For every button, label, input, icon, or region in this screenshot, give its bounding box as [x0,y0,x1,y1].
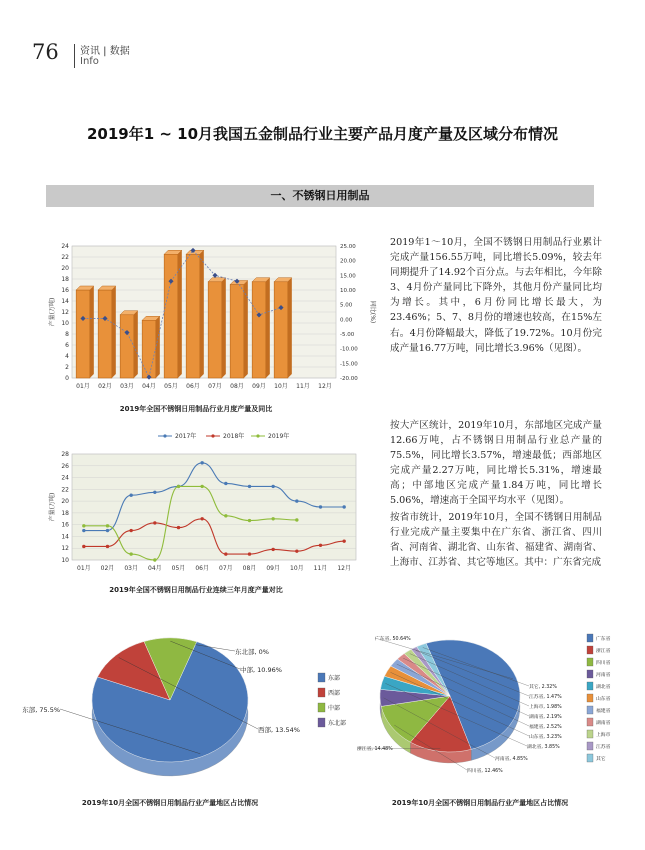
slice-label: 四川省, 12.46% [467,769,503,774]
y2-tick-label: -5.00 [340,332,355,338]
legend-label: 山东省 [596,697,611,702]
slice-label: 东北部, 0% [235,648,269,656]
y2-tick-label: 0.00 [340,317,353,324]
series-point [106,529,109,532]
y-tick-label: 18 [61,509,69,517]
y-tick-label: 10 [61,557,69,564]
legend-marker [256,434,259,437]
legend-label: 2017年 [175,433,197,440]
legend-swatch [587,718,593,726]
series-point [224,552,227,555]
x-tick-label: 06月 [186,383,200,390]
y2-axis-label: 同比(%) [369,300,376,324]
series-point [271,548,274,551]
series-point [295,518,298,521]
y-tick-label: 2 [65,364,69,371]
bar-side [134,311,138,378]
bar [142,320,156,378]
y-tick-label: 20 [61,265,69,272]
legend-swatch [587,646,593,654]
y-tick-label: 18 [61,276,69,283]
legend-label: 浙江省 [596,649,611,654]
legend-swatch [587,706,593,714]
x-tick-label: 02月 [100,565,115,572]
series-point [82,545,85,548]
y-tick-label: 0 [65,375,69,382]
x-tick-label: 08月 [230,383,244,390]
x-tick-label: 10月 [290,565,304,572]
series-point [106,545,109,548]
series-point [342,505,345,508]
x-tick-label: 01月 [76,383,90,390]
series-point [177,526,180,529]
series-point [129,494,132,497]
legend-label: 其它 [596,757,606,762]
slice-label: 广东省, 50.64% [375,637,411,642]
chart2-caption: 2019年全国不锈钢日用制品行业连续三年月度产量对比 [109,586,283,594]
series-point [319,505,322,508]
legend-label: 东北部 [328,720,347,727]
x-tick-label: 08月 [242,565,257,572]
bar [252,282,266,378]
line-chart [46,426,376,596]
series-point [200,485,203,488]
bar-side [156,316,160,378]
series-point [248,552,251,555]
slice-label: 湖南省, 2.19% [529,715,562,720]
legend-label: 东部 [328,675,341,682]
x-tick-label: 04月 [148,565,162,572]
y-tick-label: 22 [61,254,69,261]
x-tick-label: 06月 [195,565,209,572]
series-point [153,491,156,494]
series-point [153,521,156,524]
x-tick-label: 12月 [318,383,332,390]
slice-label: 东部, 75.5% [22,706,60,714]
bar [76,290,90,378]
legend-label: 广东省 [596,637,611,642]
y-tick-label: 12 [61,309,69,316]
bar-side [200,250,204,378]
paragraph-3: 按省市统计，2019年10月，全国不锈钢日用制品行业完成产量主要集中在广东省、浙江省、四川省、河南省、湖北省、山东省、福建省、湖南省、上海市、江苏省、其它等地区。其中：广东省完成 [390,512,602,569]
legend-swatch [587,670,593,678]
series-point [200,517,203,520]
series-point [248,519,251,522]
x-tick-label: 10月 [274,383,288,390]
y-axis-label: 产量(万吨) [49,297,56,327]
legend-label: 四川省 [596,661,611,666]
page-title: 2019年1 ~ 10月我国五金制品行业主要产品月度产量及区域分布情况 [86,125,559,143]
series-point [153,558,156,561]
legend-swatch [318,703,325,712]
series-point [224,482,227,485]
slice-label: 江苏省, 1.47% [529,695,562,700]
slice-label: 福建省, 2.52% [529,725,562,730]
bar-side [112,286,116,378]
legend-label: 河南省 [596,673,611,678]
legend-label: 2018年 [223,433,245,440]
slice-label: 上海市, 1.98% [529,705,562,710]
legend-label: 2019年 [268,433,290,440]
paragraph-2: 按大产区统计，2019年10月，东部地区完成产量12.66万吨，占不锈钢日用制品行业总产量的75.5%，同比增长3.57%，增速最低；西部地区完成产量2.27万吨，同比增长5.31%，增速最高；中部地区完成产量1.84万吨，同比增长5.06%，增速高于全国平均水平（见图）。 [390,420,602,507]
legend-marker [163,434,166,437]
legend-label: 中部 [328,705,341,712]
series-point [106,524,109,527]
bar [164,254,178,378]
series-point [271,517,274,520]
x-tick-label: 05月 [164,383,178,390]
pie-chart-region [22,612,360,792]
slice-label: 西部, 13.54% [258,726,300,734]
bar-side [90,286,94,378]
y-tick-label: 14 [61,298,69,305]
legend-swatch [587,634,593,642]
y-tick-label: 16 [61,287,69,294]
legend-label: 江苏省 [596,745,611,750]
bar [208,282,222,378]
x-tick-label: 12月 [337,565,351,572]
bar-side [222,278,226,378]
legend-swatch [587,694,593,702]
y-tick-label: 24 [61,474,69,482]
series-point [82,529,85,532]
x-tick-label: 03月 [120,383,134,390]
x-tick-label: 11月 [296,383,310,390]
legend-label: 上海市 [596,733,611,738]
y-tick-label: 22 [61,486,69,494]
bar [98,290,112,378]
slice-label: 中部, 10.96% [240,666,282,674]
header-sub: Info [80,56,99,67]
legend-label: 湖北省 [596,685,611,690]
legend-swatch [318,688,325,697]
legend-swatch [587,658,593,666]
x-tick-label: 07月 [208,383,222,390]
y2-tick-label: 5.00 [340,302,353,309]
pie2-caption: 2019年10月全国不锈钢日用制品行业产量地区占比情况 [391,799,569,807]
bar [230,285,244,379]
y2-tick-label: 10.00 [340,288,356,294]
section-heading: 一、不锈钢日用制品 [46,185,594,207]
y-tick-label: 4 [65,353,69,360]
slice-label: 湖北省, 3.85% [527,745,560,750]
slice-label: 山东省, 3.23% [529,735,562,740]
y-axis-label: 产量(万吨) [49,492,56,522]
series-point [224,514,227,517]
y-tick-label: 28 [61,451,69,458]
bar [274,282,288,378]
y2-tick-label: 25.00 [340,244,356,250]
legend-swatch [587,682,593,690]
legend-swatch [587,754,593,762]
slice-label: 河南省, 4.85% [495,757,528,762]
y2-tick-label: -15.00 [340,361,358,368]
y-tick-label: 8 [65,331,69,338]
series-point [129,529,132,532]
legend-marker [211,434,214,437]
pie1-caption: 2019年10月全国不锈钢日用制品行业产量地区占比情况 [81,799,259,807]
x-tick-label: 09月 [252,383,266,390]
x-tick-label: 01月 [77,565,91,572]
x-tick-label: 07月 [219,565,233,572]
paragraph-1: 2019年1～10月，全国不锈钢日用制品行业累计完成产量156.55万吨，同比增长5.09%，较去年同期提升了14.92个百分点。与去年相比，今年除3、4月份产量同比下降外，其他月份产量同比均为增长。其中，6月份同比增长最大，为23.46%；5、7、8月份的增速也较高，在15%左右。4月份降幅最大，降低了19.72%。10月份完成产量16.77万吨，同比增长3.96%（见图）。 [390,237,602,354]
y-tick-label: 14 [61,533,69,541]
y2-tick-label: 20.00 [340,258,356,265]
legend-swatch [587,730,593,738]
y-tick-label: 10 [61,320,69,327]
series-point [82,524,85,527]
pie-chart-province [355,626,615,791]
series-point [342,539,345,542]
slice-label: 浙江省, 14.48% [357,747,393,752]
series-point [295,499,298,502]
y2-tick-label: -20.00 [340,376,358,382]
y-tick-label: 6 [65,342,69,349]
y2-tick-label: 15.00 [340,273,356,280]
series-point [248,485,251,488]
bar [120,315,134,378]
x-tick-label: 11月 [313,565,328,572]
legend-swatch [587,742,593,750]
y-tick-label: 12 [61,545,69,553]
bar-side [244,281,248,379]
chart1-caption: 2019年全国不锈钢日用制品行业月度产量及同比 [119,405,273,413]
y2-tick-label: -10.00 [340,346,358,353]
legend-label: 湖南省 [596,721,611,726]
bar [186,254,200,378]
legend-swatch [318,673,325,682]
series-point [295,549,298,552]
header-section: 资讯 | 数据 [80,46,130,57]
y-tick-label: 26 [61,462,69,470]
page-number: 76 [32,40,59,64]
slice-label: 其它, 2.32% [529,685,557,690]
x-tick-label: 02月 [98,383,112,390]
series-point [319,544,322,547]
bar-line-chart [46,232,376,432]
x-tick-label: 04月 [142,383,156,390]
bar-side [266,278,270,378]
x-tick-label: 03月 [124,565,138,572]
series-point [200,461,203,464]
legend-label: 西部 [328,690,341,697]
bar-side [288,278,292,378]
series-point [271,485,274,488]
x-tick-label: 09月 [266,565,280,572]
legend-swatch [318,718,325,727]
y-tick-label: 24 [61,243,69,250]
y-tick-label: 16 [61,521,69,529]
series-point [129,552,132,555]
legend-label: 福建省 [596,709,611,714]
header-divider [74,44,75,68]
series-point [177,485,180,488]
y-tick-label: 20 [61,498,69,506]
x-tick-label: 05月 [171,565,186,572]
